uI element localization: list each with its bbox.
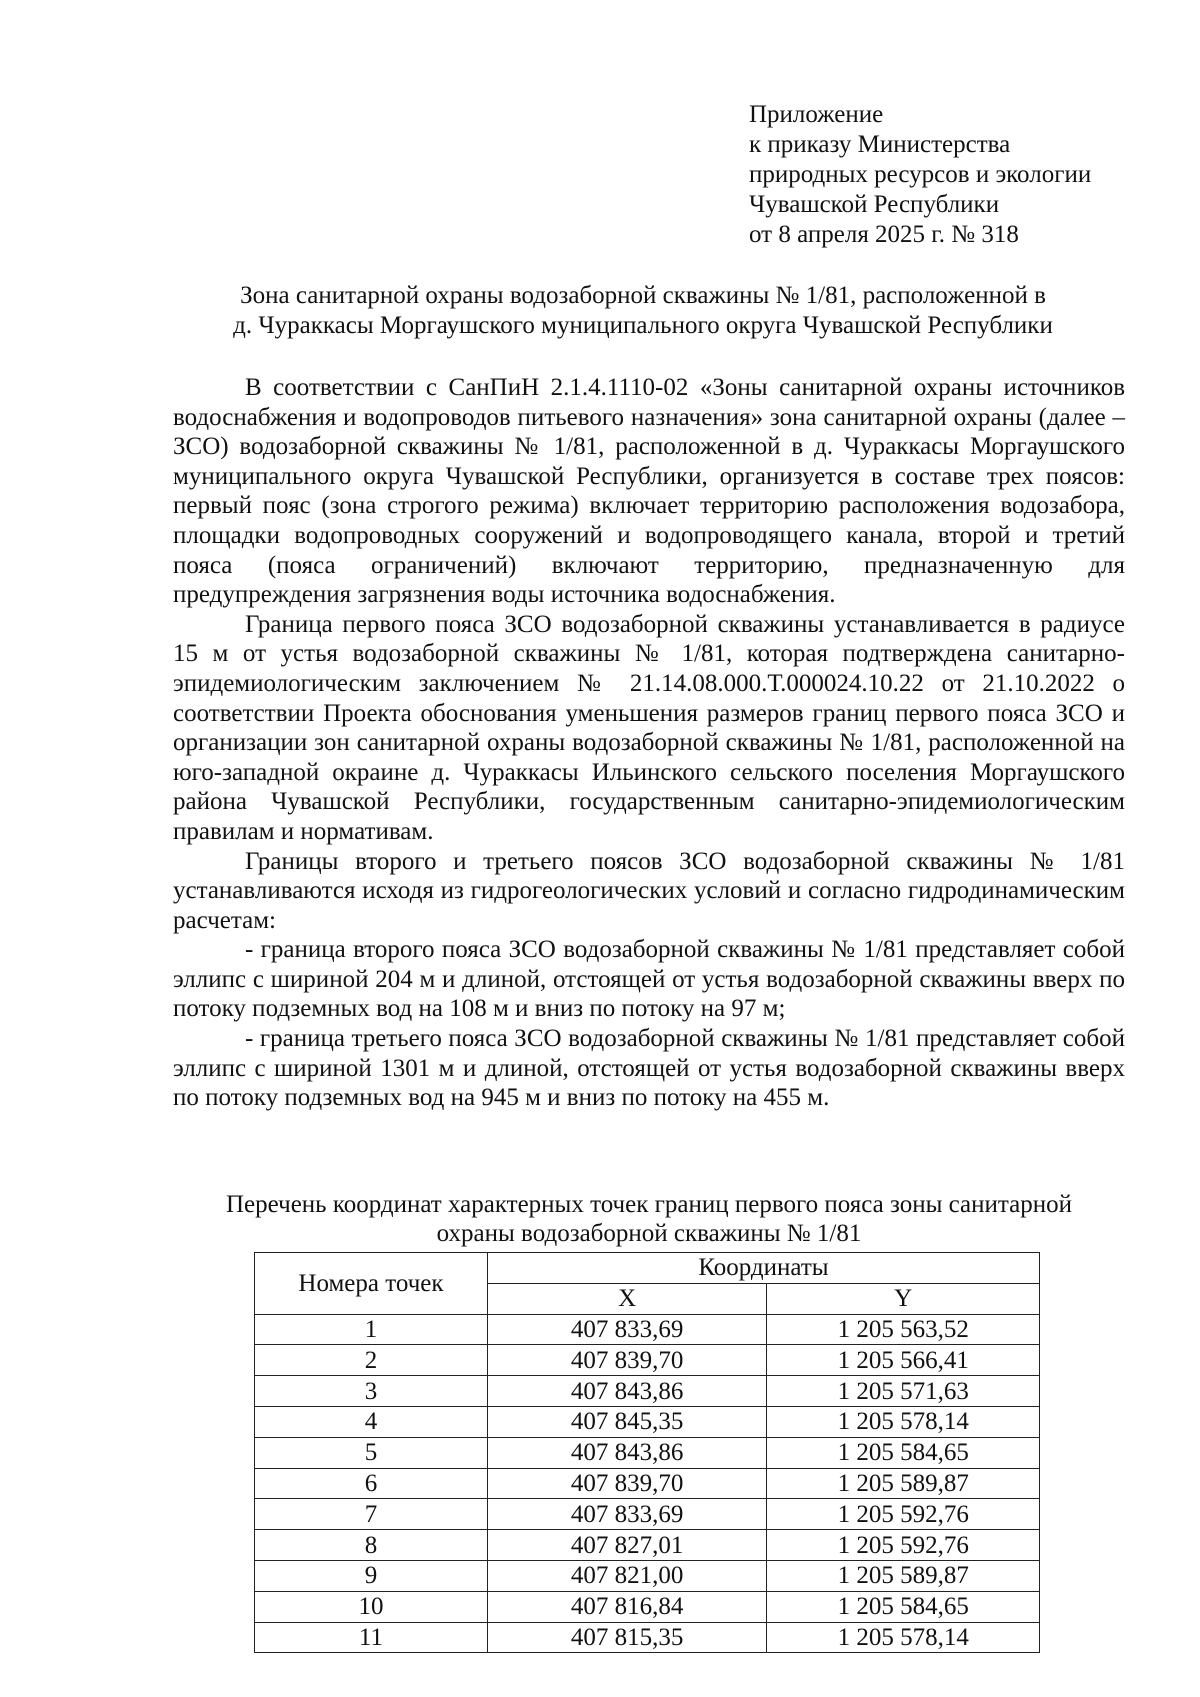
title-line-1: Зона санитарной охраны водозаборной скважины № 1/81, расположенной в bbox=[240, 282, 1046, 309]
point-number: 9 bbox=[255, 1560, 488, 1591]
point-number: 7 bbox=[255, 1499, 488, 1530]
header-point-numbers: Номера точек bbox=[255, 1253, 488, 1315]
table-header-row bbox=[255, 1253, 1040, 1284]
table-row bbox=[255, 1437, 1040, 1468]
table-row bbox=[255, 1376, 1040, 1407]
coord-x: 407 839,70 bbox=[487, 1345, 767, 1376]
table-title-line-2: охраны водозаборной скважины № 1/81 bbox=[436, 1220, 862, 1247]
point-number: 3 bbox=[255, 1376, 488, 1407]
point-number: 10 bbox=[255, 1591, 488, 1622]
coord-y: 1 205 578,14 bbox=[767, 1622, 1040, 1653]
coord-x: 407 815,35 bbox=[487, 1622, 767, 1653]
coord-x: 407 833,69 bbox=[487, 1314, 767, 1345]
coord-y: 1 205 584,65 bbox=[767, 1437, 1040, 1468]
point-number: 11 bbox=[255, 1622, 488, 1653]
table-row bbox=[255, 1622, 1040, 1653]
paragraph: - граница третьего пояса ЗСО водозаборной скважины № 1/81 представляет собой эллипс с шириной 1301 м и длиной, отстоящей от устья водозаборной скважины вверх по потоку подземных вод на 945 м и вниз по потоку на 455 м. bbox=[173, 1025, 1125, 1112]
coord-y: 1 205 592,76 bbox=[767, 1499, 1040, 1530]
coord-x: 407 843,86 bbox=[487, 1437, 767, 1468]
point-number: 6 bbox=[255, 1468, 488, 1499]
coord-y: 1 205 578,14 bbox=[767, 1406, 1040, 1437]
table-row bbox=[255, 1560, 1040, 1591]
point-number: 8 bbox=[255, 1530, 488, 1561]
coord-x: 407 821,00 bbox=[487, 1560, 767, 1591]
coord-x: 407 833,69 bbox=[487, 1499, 767, 1530]
table-row bbox=[255, 1314, 1040, 1345]
paragraph: - граница второго пояса ЗСО водозаборной скважины № 1/81 представляет собой эллипс с шириной 204 м и длиной, отстоящей от устья водозаборной скважины вверх по потоку подземных вод на 108 м и вниз по потоку на 97 м; bbox=[173, 936, 1125, 1023]
document-body bbox=[173, 373, 1125, 1113]
header-coordinates: Координаты bbox=[487, 1253, 1039, 1284]
coord-y: 1 205 589,87 bbox=[767, 1560, 1040, 1591]
paragraph: Граница первого пояса ЗСО водозаборной скважины устанавливается в радиусе 15 м от устья водозаборной скважины № 1/81, которая подтверждена санитарно-эпидемиологическим заключением № 21.14.08.000.Т.000024.10.22 от 21.10.2022 о соответствии Проекта обоснования уменьшения размеров границ первого пояса ЗСО и организации зон санитарной охраны водозаборной скважины № 1/81, расположенной на юго-западной окраине д. Чураккасы Ильинского сельского поселения Моргаушского района Чувашской Республики, государственным санитарно-эпидемиологическим правилам и нормативам. bbox=[173, 610, 1125, 845]
header-line: Приложение bbox=[749, 101, 884, 128]
title-line-2: д. Чураккасы Моргаушского муниципального округа Чувашской Республики bbox=[233, 312, 1053, 339]
coord-x: 407 845,35 bbox=[487, 1406, 767, 1437]
appendix-header bbox=[749, 100, 1091, 250]
paragraph: В соответствии с СанПиН 2.1.4.1110-02 «Зоны санитарной охраны источников водоснабжения и водопроводов питьевого назначения» зона санитарной охраны (далее – ЗСО) водозаборной скважины № 1/81, расположенной в д. Чураккасы Моргаушского муниципального округа Чувашской Республики, организуется в составе трех поясов: первый пояс (зона строгого режима) включает территорию расположения водозабора, площадки водопроводных сооружений и водопроводящего канала, второй и третий пояса (пояса ограничений) включают территорию, предназначенную для предупреждения загрязнения воды источника водоснабжения. bbox=[173, 374, 1125, 609]
coord-y: 1 205 584,65 bbox=[767, 1591, 1040, 1622]
table-row bbox=[255, 1591, 1040, 1622]
coord-y: 1 205 592,76 bbox=[767, 1530, 1040, 1561]
table-row bbox=[255, 1530, 1040, 1561]
header-x: X bbox=[487, 1283, 767, 1314]
table-row bbox=[255, 1499, 1040, 1530]
coord-y: 1 205 571,63 bbox=[767, 1376, 1040, 1407]
coord-y: 1 205 566,41 bbox=[767, 1345, 1040, 1376]
point-number: 1 bbox=[255, 1314, 488, 1345]
table-row bbox=[255, 1406, 1040, 1437]
coord-y: 1 205 589,87 bbox=[767, 1468, 1040, 1499]
paragraph: Границы второго и третьего поясов ЗСО водозаборной скважины № 1/81 устанавливаются исходя из гидрогеологических условий и согласно гидродинамическим расчетам: bbox=[173, 847, 1125, 934]
document-title bbox=[173, 281, 1113, 341]
coordinates-table bbox=[254, 1252, 1040, 1653]
point-number: 2 bbox=[255, 1345, 488, 1376]
header-line: Чувашской Республики bbox=[749, 191, 1000, 218]
coord-x: 407 827,01 bbox=[487, 1530, 767, 1561]
table-row bbox=[255, 1468, 1040, 1499]
coord-x: 407 843,86 bbox=[487, 1376, 767, 1407]
header-line: к приказу Министерства bbox=[749, 131, 1011, 158]
header-y: Y bbox=[767, 1283, 1040, 1314]
table-title bbox=[173, 1190, 1125, 1248]
coord-y: 1 205 563,52 bbox=[767, 1314, 1040, 1345]
table-title-line-1: Перечень координат характерных точек границ первого пояса зоны санитарной bbox=[226, 1191, 1072, 1218]
coord-x: 407 839,70 bbox=[487, 1468, 767, 1499]
header-line: от 8 апреля 2025 г. № 318 bbox=[749, 221, 1019, 248]
coord-x: 407 816,84 bbox=[487, 1591, 767, 1622]
point-number: 4 bbox=[255, 1406, 488, 1437]
table-row bbox=[255, 1345, 1040, 1376]
point-number: 5 bbox=[255, 1437, 488, 1468]
header-line: природных ресурсов и экологии bbox=[749, 161, 1092, 188]
